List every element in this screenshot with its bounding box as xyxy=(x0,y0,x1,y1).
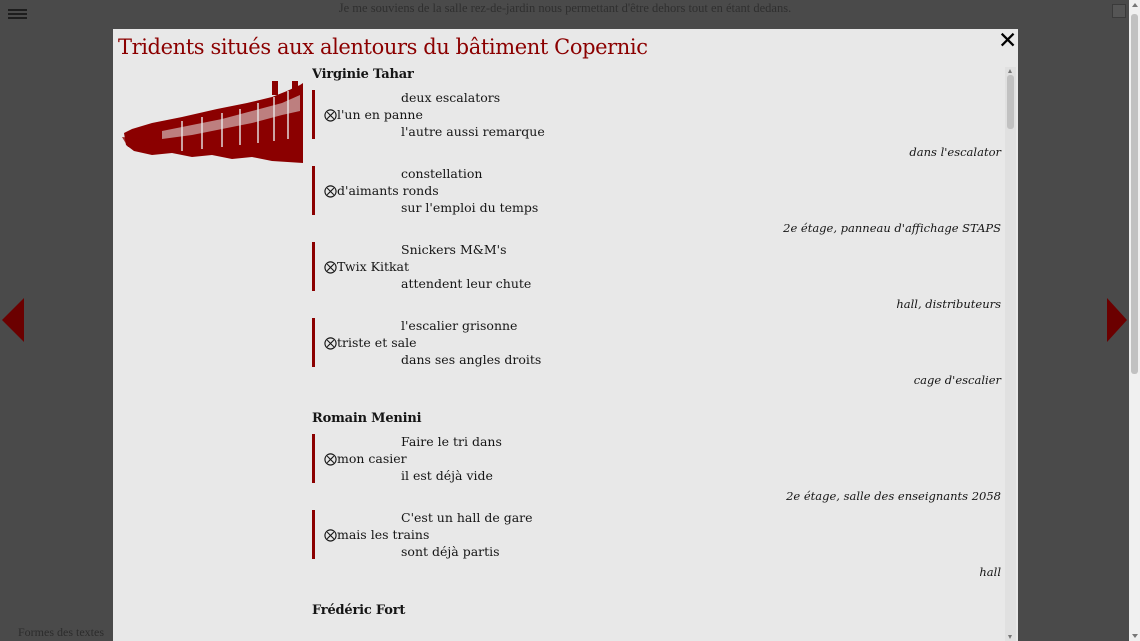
poem-location: hall, distributeurs xyxy=(896,297,1001,311)
poem-line-1: C'est un hall de gare xyxy=(401,510,533,525)
otimes-icon: ⨂ xyxy=(324,183,337,199)
poem-item xyxy=(312,318,1002,389)
corner-icon[interactable] xyxy=(1112,4,1126,18)
poem-line-1: Faire le tri dans xyxy=(401,434,502,449)
previous-arrow-icon[interactable] xyxy=(2,298,24,342)
poem-line-2: ⨂Twix Kitkat xyxy=(324,258,410,275)
scroll-down-icon[interactable] xyxy=(1132,634,1138,638)
scroll-up-icon[interactable] xyxy=(1008,69,1012,73)
poem-line-3: sur l'emploi du temps xyxy=(401,200,539,215)
author-name: Virginie Tahar xyxy=(312,67,414,82)
poem-line-3: dans ses angles droits xyxy=(401,352,542,367)
otimes-icon: ⨂ xyxy=(324,107,337,123)
poem-line-1: Snickers M&M's xyxy=(401,242,507,257)
footer-link[interactable]: Formes des textes xyxy=(18,625,104,639)
poem-line-2: ⨂l'un en panne xyxy=(324,106,423,123)
poem-line-2: ⨂d'aimants ronds xyxy=(324,182,439,199)
author-name: Romain Menini xyxy=(312,411,422,426)
poem-location: 2e étage, salle des enseignants 2058 xyxy=(786,489,1001,503)
scroll-down-icon[interactable] xyxy=(1008,635,1012,639)
modal-scrollbar[interactable] xyxy=(1005,67,1016,641)
building-photo xyxy=(122,81,304,163)
poem-location: 2e étage, panneau d'affichage STAPS xyxy=(783,221,1001,235)
poem-item xyxy=(312,510,1002,581)
poem-location: dans l'escalator xyxy=(909,145,1001,159)
poem-line-3: l'autre aussi remarque xyxy=(401,124,545,139)
poem-line-3: sont déjà partis xyxy=(401,544,500,559)
menu-icon[interactable] xyxy=(8,9,27,21)
poem-item xyxy=(312,434,1002,505)
poem-line-1: l'escalier grisonne xyxy=(401,318,518,333)
modal-title: Tridents situés aux alentours du bâtiment Copernic xyxy=(118,35,648,59)
poem-line-2: ⨂mon casier xyxy=(324,450,407,467)
poem-line-3: il est déjà vide xyxy=(401,468,493,483)
poem-line-2: ⨂mais les trains xyxy=(324,526,430,543)
author-name: Frédéric Fort xyxy=(312,603,406,618)
scroll-up-icon[interactable] xyxy=(1132,3,1138,7)
poem-location: cage d'escalier xyxy=(913,373,1001,387)
trident-poem xyxy=(312,318,612,367)
poem-item xyxy=(312,166,1002,237)
poem-line-1: constellation xyxy=(401,166,483,181)
poem-list xyxy=(312,67,1002,641)
otimes-icon: ⨂ xyxy=(324,335,337,351)
poem-location: hall xyxy=(979,565,1001,579)
poem-line-2: ⨂triste et sale xyxy=(324,334,417,351)
trident-poem xyxy=(312,166,612,215)
next-arrow-icon[interactable] xyxy=(1107,298,1127,342)
trident-poem xyxy=(312,510,612,559)
poem-line-3: attendent leur chute xyxy=(401,276,532,291)
trident-poem xyxy=(312,242,612,291)
otimes-icon: ⨂ xyxy=(324,527,337,543)
background-header-text: Je me souviens de la salle rez-de-jardin nous permettant d'être dehors tout en étant dedans. xyxy=(338,1,792,15)
poem-item xyxy=(312,90,1002,161)
close-icon[interactable]: ✕ xyxy=(998,29,1018,54)
otimes-icon: ⨂ xyxy=(324,451,337,467)
scrollbar-thumb[interactable] xyxy=(1131,14,1138,374)
page-scrollbar[interactable] xyxy=(1129,0,1140,641)
poem-item xyxy=(312,242,1002,313)
trident-poem xyxy=(312,90,612,139)
trident-poem xyxy=(312,434,612,483)
poem-line-1: deux escalators xyxy=(401,90,501,105)
otimes-icon: ⨂ xyxy=(324,259,337,275)
scrollbar-thumb[interactable] xyxy=(1007,75,1014,129)
poem-modal xyxy=(113,29,1018,641)
